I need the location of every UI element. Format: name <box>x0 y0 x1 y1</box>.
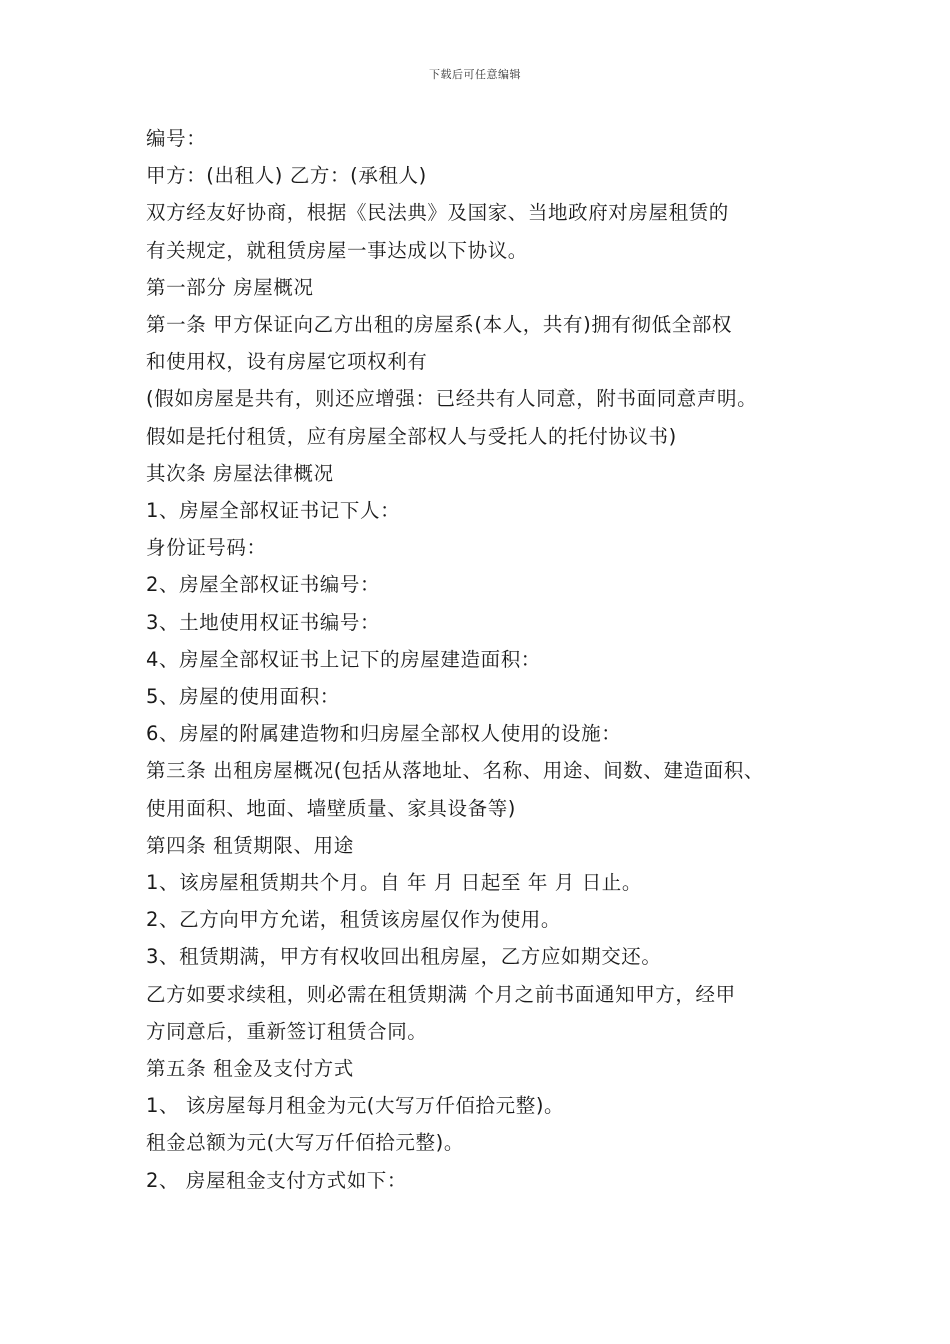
page-header: 下载后可任意编辑 <box>429 68 521 81</box>
list-item: 1、房屋全部权证书记下人： <box>146 499 401 523</box>
list-item: 6、房屋的附属建造物和归房屋全部权人使用的设施： <box>146 722 622 746</box>
paragraph-line: 租金总额为元(大写万仟佰拾元整)。 <box>146 1131 464 1155</box>
preamble-line: 有关规定，就租赁房屋一事达成以下协议。 <box>146 238 528 262</box>
paragraph-line: (假如房屋是共有，则还应增强：已经共有人同意，附书面同意声明。 <box>146 387 758 411</box>
paragraph-line: 身份证号码： <box>146 536 267 560</box>
paragraph-line: 使用面积、地面、墙壁质量、家具设备等) <box>146 796 517 820</box>
contract-number-label: 编号： <box>146 127 207 150</box>
article-heading: 第一条 甲方保证向乙方出租的房屋系(本人，共有)拥有彻低全部权 <box>146 313 733 337</box>
article-heading: 第四条 租赁期限、用途 <box>146 833 354 857</box>
article-heading: 第三条 出租房屋概况(包括从落地址、名称、用途、间数、建造面积、 <box>146 759 765 783</box>
list-item: 1、 该房屋每月租金为元(大写万仟佰拾元整)。 <box>146 1094 565 1118</box>
section-heading: 第一部分 房屋概况 <box>146 275 314 299</box>
list-item: 4、房屋全部权证书上记下的房屋建造面积： <box>146 647 541 671</box>
list-item: 5、房屋的使用面积： <box>146 685 340 709</box>
paragraph-line: 和使用权，设有房屋它项权利有 <box>146 350 428 374</box>
paragraph-line: 假如是托付租赁，应有房屋全部权人与受托人的托付协议书) <box>146 424 677 448</box>
list-item: 2、 房屋租金支付方式如下： <box>146 1168 408 1192</box>
list-item: 2、乙方向甲方允诺，租赁该房屋仅作为使用。 <box>146 908 562 932</box>
article-heading: 第五条 租金及支付方式 <box>146 1057 354 1081</box>
list-item: 2、房屋全部权证书编号： <box>146 573 381 597</box>
document-body <box>146 120 836 1199</box>
paragraph-line: 方同意后，重新签订租赁合同。 <box>146 1019 428 1043</box>
list-item: 3、租赁期满，甲方有权收回出租房屋，乙方应如期交还。 <box>146 945 662 969</box>
parties-line: 甲方：(出租人) 乙方：(承租人) <box>146 164 427 188</box>
preamble-line: 双方经友好协商，根据《民法典》及国家、当地政府对房屋租赁的 <box>146 201 729 225</box>
list-item: 1、该房屋租赁期共个月。自 年 月 日起至 年 月 日止。 <box>146 871 642 895</box>
paragraph-line: 乙方如要求续租，则必需在租赁期满 个月之前书面通知甲方，经甲 <box>146 982 736 1006</box>
article-heading: 其次条 房屋法律概况 <box>146 461 334 485</box>
list-item: 3、土地使用权证书编号： <box>146 610 381 634</box>
